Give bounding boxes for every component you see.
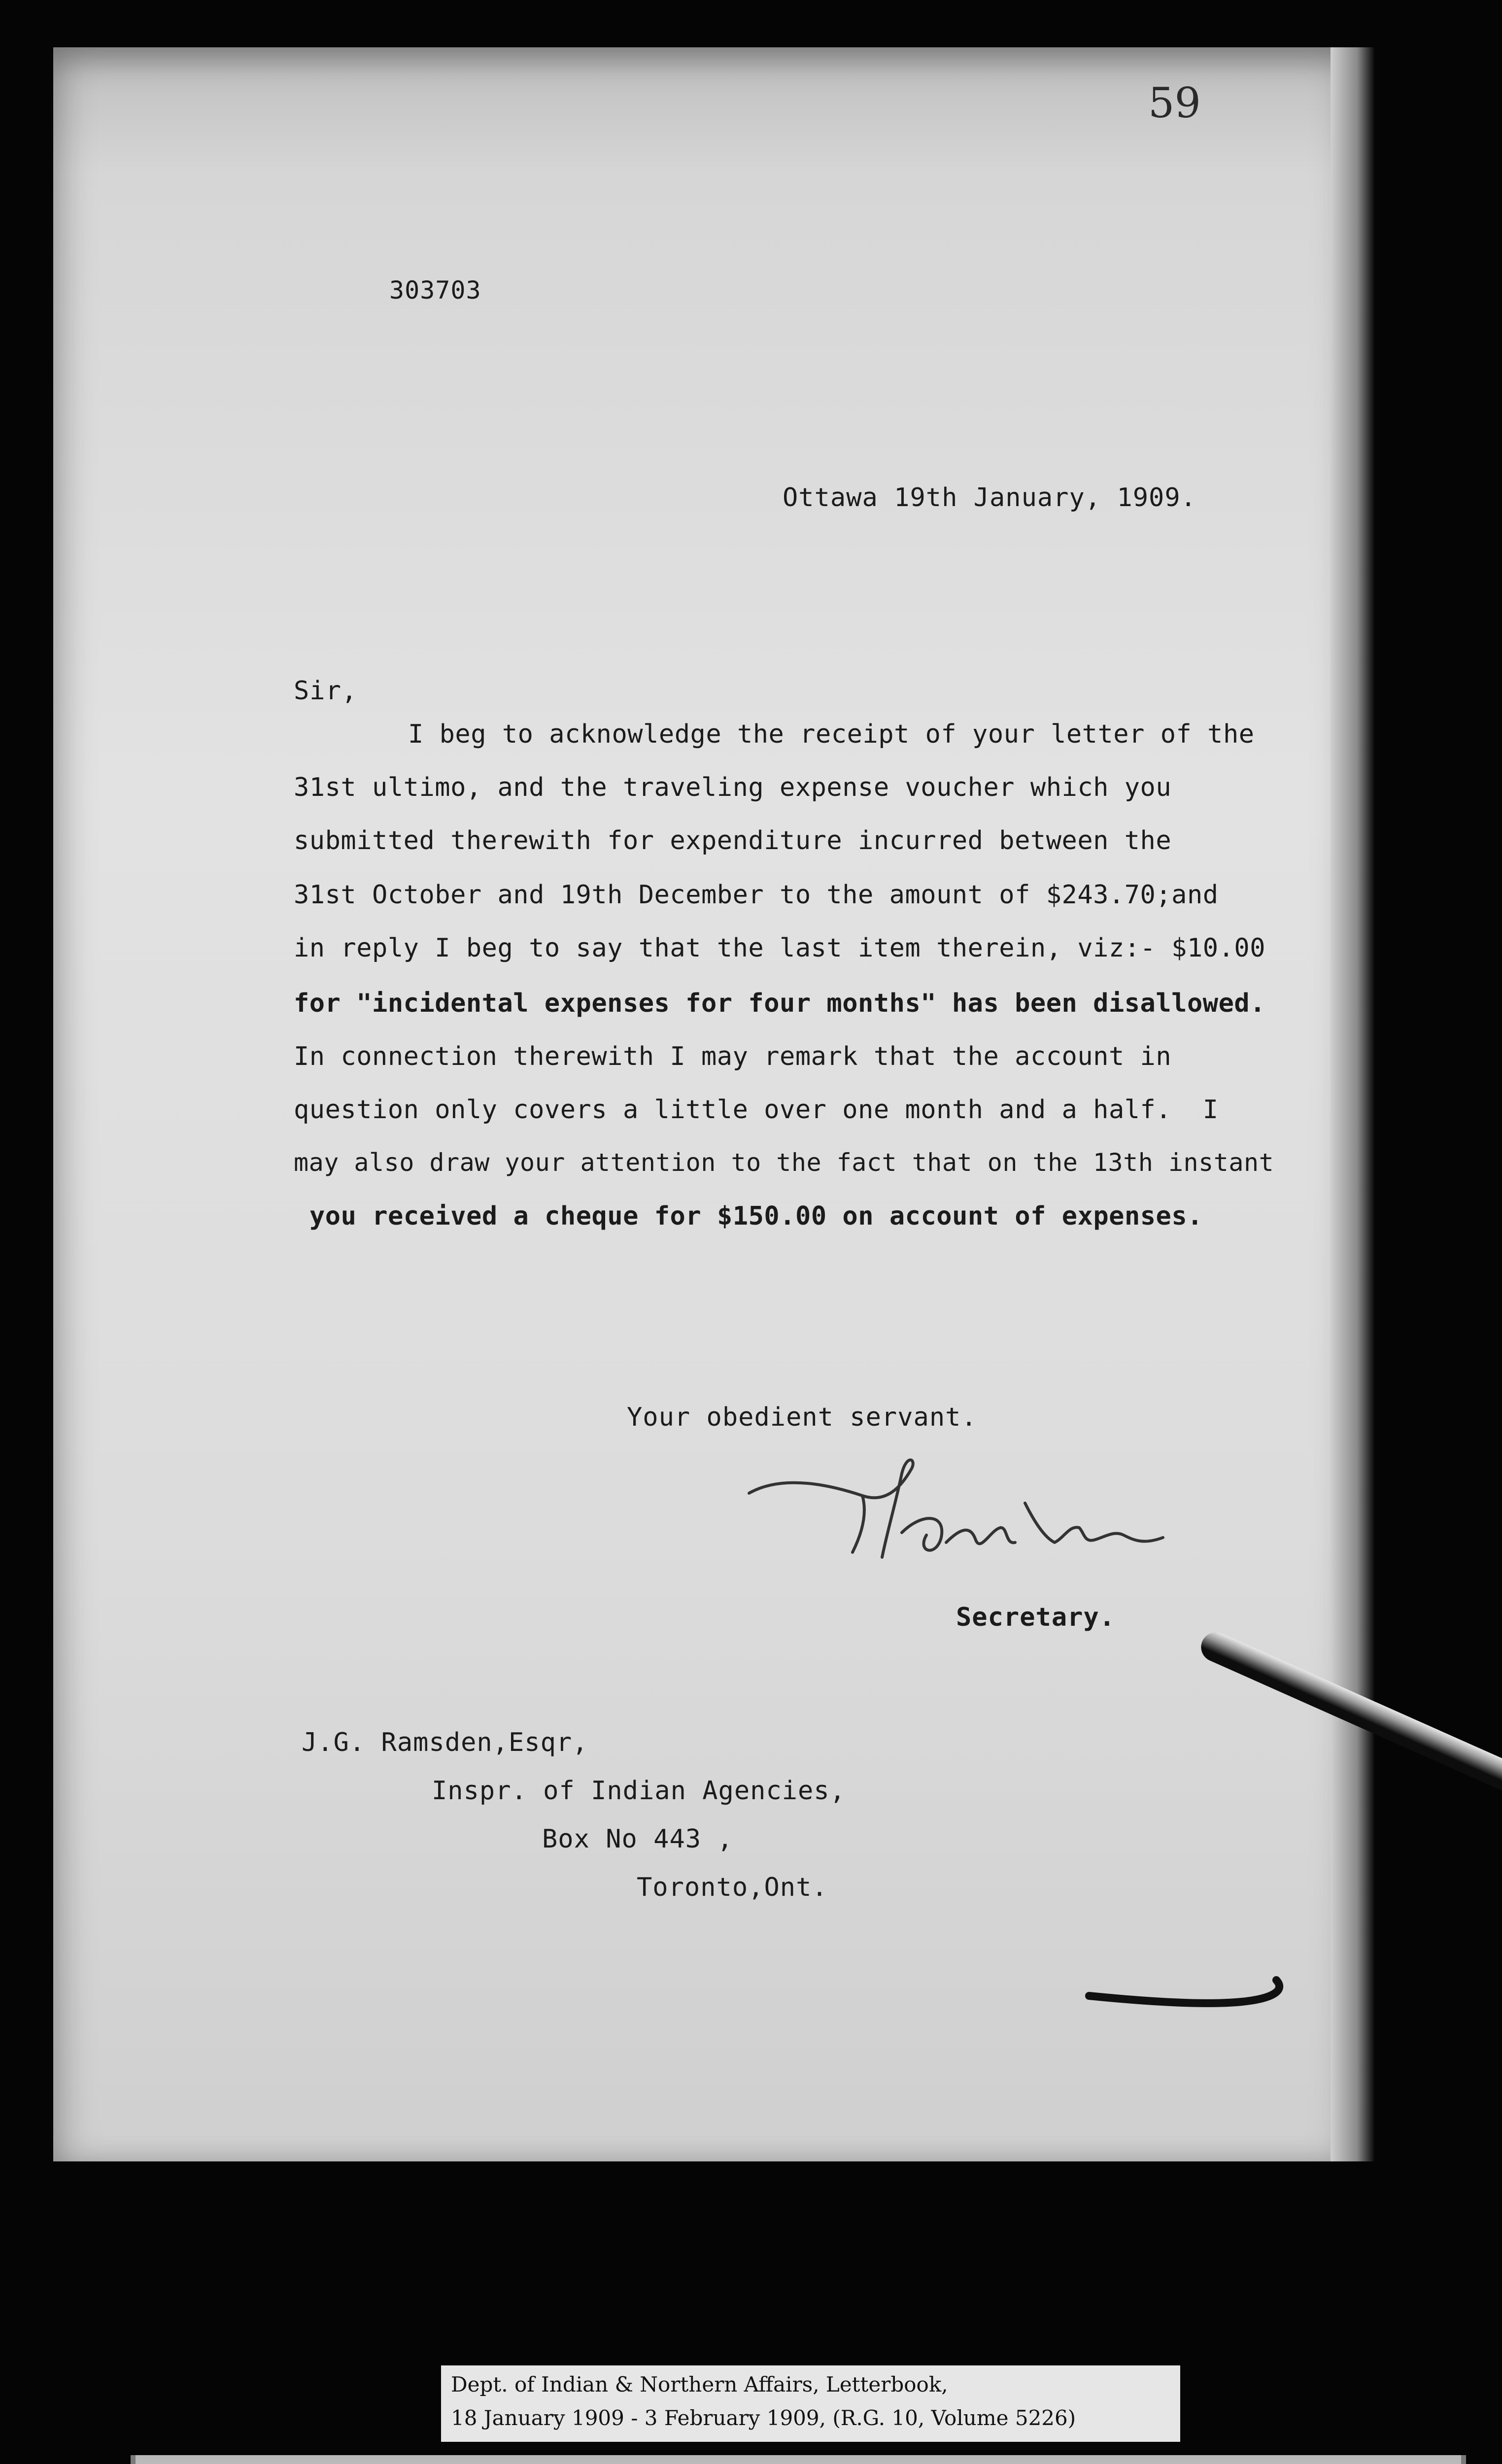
body-line: question only covers a little over one month and a half. I [294,1095,1219,1125]
file-number: 303703 [389,276,481,305]
archives-stamp [131,2455,1466,2464]
closing: Your obedient servant. [627,1403,977,1432]
date-line: Ottawa 19th January, 1909. [783,483,1196,513]
caption-line-1: Dept. of Indian & Northern Affairs, Letterbook, [451,2372,948,2396]
caption-line-2: 18 January 1909 - 3 February 1909, (R.G. 10, Volume 5226) [451,2406,1076,2430]
archive-caption-label [441,2365,1180,2442]
addressee-title: Inspr. of Indian Agencies, [432,1776,846,1806]
body-line: submitted therewith for expenditure incurred between the [294,826,1172,856]
page-edge-shadow [1331,47,1375,2161]
body-line: for "incidental expenses for four months" has been disallowed. [294,989,1266,1018]
body-line: 31st ultimo, and the traveling expense voucher which you [294,773,1172,802]
handwritten-signature [739,1439,1193,1602]
body-line: may also draw your attention to the fact that on the 13th instant [294,1148,1274,1177]
addressee-name: J.G. Ramsden,Esqr, [302,1728,588,1757]
addressee-box: Box No 443 , [542,1824,733,1854]
signatory-title: Secretary. [956,1603,1116,1632]
page-number: 59 [1148,79,1201,127]
body-line: in reply I beg to say that the last item therein, viz:- $10.00 [294,933,1266,963]
addressee-city: Toronto,Ont. [637,1873,828,1902]
ink-stroke [1079,1966,1296,2025]
body-line: 31st October and 19th December to the amount of $243.70;and [294,880,1219,910]
body-line: I beg to acknowledge the receipt of your letter of the [408,719,1255,749]
salutation: Sir, [294,676,358,706]
body-line: you received a cheque for $150.00 on account of expenses. [309,1201,1203,1231]
body-line: In connection therewith I may remark that the account in [294,1042,1172,1071]
